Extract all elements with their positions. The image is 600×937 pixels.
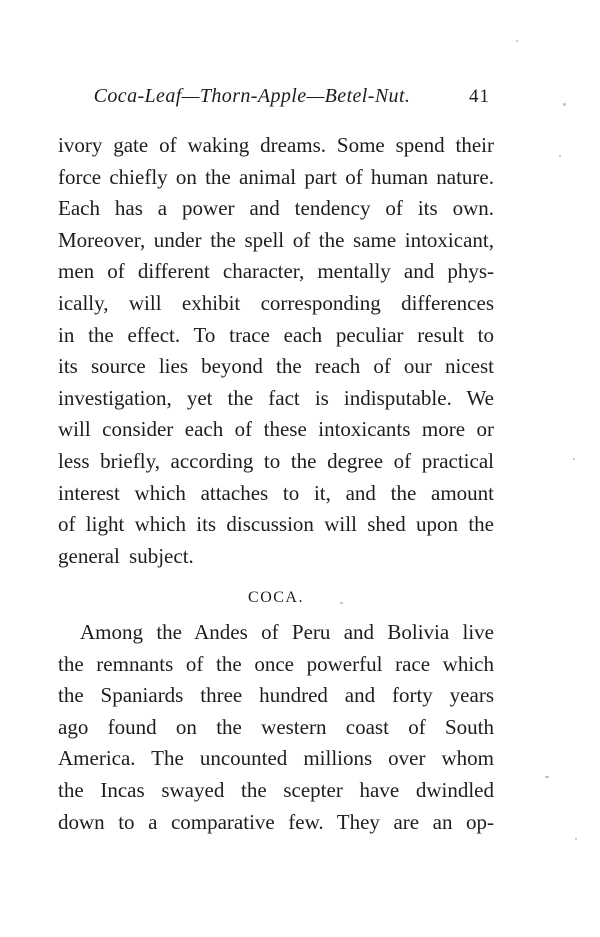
text-line: of light which its discussion will shed upon the (58, 512, 494, 537)
section-heading-coca: COCA. (248, 589, 304, 606)
text-line: ago found on the western coast of South (58, 714, 494, 739)
text-line: ivory gate of waking dreams. Some spend their (58, 133, 494, 157)
text-line: interest which attaches to it, and the amount (58, 480, 494, 505)
text-line: Each has a power and tendency of its own. (58, 196, 494, 221)
scan-speck (516, 40, 518, 42)
text-line: its source lies beyond the reach of our nicest (58, 354, 494, 379)
text-line: the Spaniards three hundred and forty years (58, 683, 494, 708)
scan-speck (340, 602, 343, 604)
text-line: in the effect. To trace each peculiar result to (58, 322, 494, 347)
running-title: Coca-Leaf—Thorn-Apple—Betel-Nut. (93, 85, 411, 107)
text-line: America. The uncounted millions over whom (58, 746, 494, 771)
text-line: Among the Andes of Peru and Bolivia live (80, 620, 494, 644)
paragraph-1-last-line: general subject. (58, 543, 194, 568)
paragraph-2 (58, 617, 494, 838)
text-line: ically, will exhibit corresponding differences (58, 290, 494, 315)
scan-speck (545, 776, 549, 778)
text-line: investigation, yet the fact is indisputable. We (58, 385, 494, 410)
text-line: down to a comparative few. They are an op- (58, 809, 494, 834)
paragraph-1 (58, 130, 494, 572)
running-header (58, 85, 494, 111)
page-number: 41 (469, 86, 490, 107)
text-line: less briefly, according to the degree of practical (58, 448, 494, 473)
scan-speck (575, 838, 577, 840)
text-line: men of different character, mentally and phys- (58, 259, 494, 284)
text-line: will consider each of these intoxicants more or (58, 417, 494, 442)
text-line: Moreover, under the spell of the same intoxicant, (58, 227, 494, 252)
text-line: the remnants of the once powerful race which (58, 651, 494, 676)
paragraph-2-lines (58, 617, 494, 838)
scan-speck (563, 103, 566, 106)
paragraph-1-lines (58, 130, 494, 541)
text-line: force chiefly on the animal part of human nature. (58, 164, 494, 189)
text-line: the Incas swayed the scepter have dwindled (58, 777, 494, 802)
scan-speck (573, 458, 575, 460)
scan-speck (559, 155, 561, 157)
